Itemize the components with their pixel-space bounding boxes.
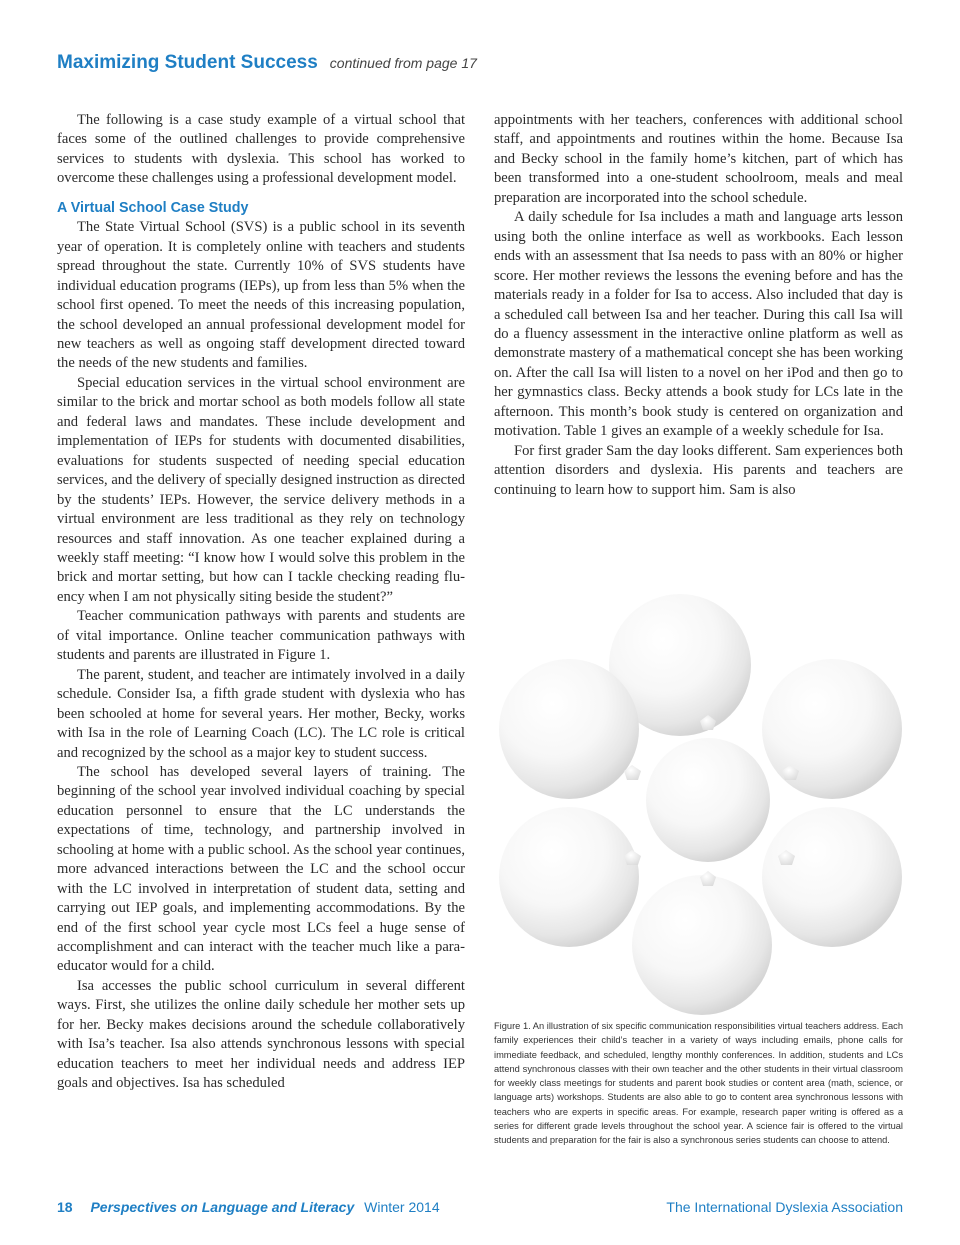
figure-caption: Figure 1. An illustration of six specific communication responsibilities virtual teachers address. Each family experiences their child’s teacher in a variety of ways including emails, phone calls for immediate feedback, and scheduled, lengthy monthly conferences. In addition, students and LCs attend synchronous classes with their own teacher and the other students in their virtual classroom for weekly class meetings for students and parent book studies or content area (math, science, or language arts) workshops. Students are also able to go to content area synchronous lessons with teachers who are experts in specific areas. For example, research paper writing is offered as a series for different grade levels throughout the school year. A science fair is offered to the virtual students and preparation for the fair is also a synchronous series students can choose to attend. bbox=[494, 1021, 903, 1146]
intro-paragraph: The following is a case study example of a virtual school that faces some of the outlined challenges to provide comprehensive services to students with dyslexia. This school has worked to overcome these challenges using a professional development model. bbox=[57, 112, 465, 187]
body-paragraph: Isa accesses the public school curriculum in several different ways. First, she utilizes the online daily schedule her mother sets up for her. Becky makes decisions around the schedule collaboratively with Isa’s teacher. Isa also attends synchronous lessons with special education teachers to meet her individual needs and address IEP goals and objectives. Isa has scheduled bbox=[57, 977, 465, 1092]
sphere-lower-left bbox=[499, 807, 639, 947]
section-heading: A Virtual School Case Study bbox=[57, 199, 249, 216]
footer-left bbox=[57, 1199, 440, 1215]
body-paragraph: Teacher communication pathways with parents and students are of vital importance. Online teacher communication pathways with students and parents are illustrated in Figure 1. bbox=[57, 608, 465, 664]
page-footer bbox=[57, 1199, 903, 1219]
journal-name: Perspectives on Language and Literacy bbox=[90, 1199, 355, 1215]
connector-shape bbox=[700, 871, 716, 886]
sphere-center bbox=[646, 738, 770, 862]
continued-note: continued from page 17 bbox=[329, 55, 477, 71]
sphere-upper-right bbox=[762, 659, 902, 799]
body-paragraph: The State Virtual School (SVS) is a public school in its seventh year of operation. It is completely online with teachers and students spread throughout the state. Currently 10% of SVS students have individual education programs (IEPs), up from less than 5% when the school first opened. To meet the needs of this increasing population, the school developed an annual professional development model for new teachers as well as ongoing staff development directed toward the needs of the new students and families. bbox=[57, 219, 465, 372]
left-column bbox=[57, 111, 465, 1094]
issue-season: Winter 2014 bbox=[364, 1199, 440, 1215]
running-header bbox=[57, 52, 477, 74]
sphere-bottom bbox=[632, 875, 772, 1015]
body-paragraph: The parent, student, and teacher are intimately involved in a daily schedule. Consider Isa, a fifth grade student with dyslexia who has been schooled at home for several years. Her mother, Becky, works with Isa in the role of Learning Coach (LC). The LC role is critical and recognized by the school as a major key to student success. bbox=[57, 666, 465, 761]
sphere-lower-right bbox=[762, 807, 902, 947]
right-column bbox=[494, 111, 903, 500]
body-paragraph: For first grader Sam the day looks different. Sam experiences both attention disorders and dyslexia. His parents and teachers are continuing to learn how to support him. Sam is also bbox=[494, 442, 903, 498]
body-paragraph: The school has developed several layers of training. The beginning of the school year involved individual coaching by special education personnel to ensure that the LC understands the expectations of time, technology, and partnership involved in schooling at home with a public school. As the school year continues, more advanced interactions between the LC and the school occur with the LC involved in interpretation of student data, setting and carrying out IEP goals, and implementing accommodations. By the end of the first school year cycle most LCs feel a huge sense of accomplishment and can interact with the teacher much like a para-educator would for a child. bbox=[57, 763, 465, 975]
article-title: Maximizing Student Success bbox=[57, 52, 318, 73]
publisher-name: The International Dyslexia Association bbox=[666, 1199, 903, 1215]
body-paragraph: A daily schedule for Isa includes a math and language arts lesson using both the online interface as well as workbooks. Each lesson ends with an assessment that Isa needs to pass with an 80% or higher score. Her mother reviews the lessons the evening before and has the materials ready in a folder for Isa to access. Also included that day is a scheduled call between Isa and her teacher. During this call Isa will do a fluency assessment in the interactive online platform as well as demonstrate mastery of a mathematical concept she has been working on. After the call Isa will listen to a novel on her iPod and then go to her gymnastics class. Becky attends a book study for LCs late in the afternoon. This month’s book study is centered on organization and motivation. Table 1 gives an example of a weekly schedule for Isa. bbox=[494, 209, 903, 440]
sphere-upper-left bbox=[499, 659, 639, 799]
body-paragraph: Special education services in the virtual school environment are similar to the brick and mortar school as both models follow all state and federal laws and mandates. These include development and implementation of IEPs for students with documented disabilities, evaluations for students suspected of needing special education services, and the delivery of specially designed instruction as directed by the students’ IEPs. However, the service delivery methods in a virtual environment are less traditional as they rely on technology resources and staff innovation. As one teacher explained during a weekly staff meeting: “I know how I would solve this problem in the brick and mortar setting, but how can I tackle checking reading fluency when I am not physically siting beside the student?” bbox=[57, 374, 465, 605]
page-number: 18 bbox=[57, 1199, 73, 1215]
figure-1-diagram bbox=[494, 575, 903, 1015]
communication-spheres-illustration bbox=[494, 575, 903, 1015]
body-paragraph: appointments with her teachers, conferences with additional school staff, and appointments and routines within the home. Because Isa and Becky school in the family home’s kitchen, part of which has been transformed into a one-student schoolroom, meals and meal preparation are incorporated into the school schedule. bbox=[494, 112, 903, 206]
